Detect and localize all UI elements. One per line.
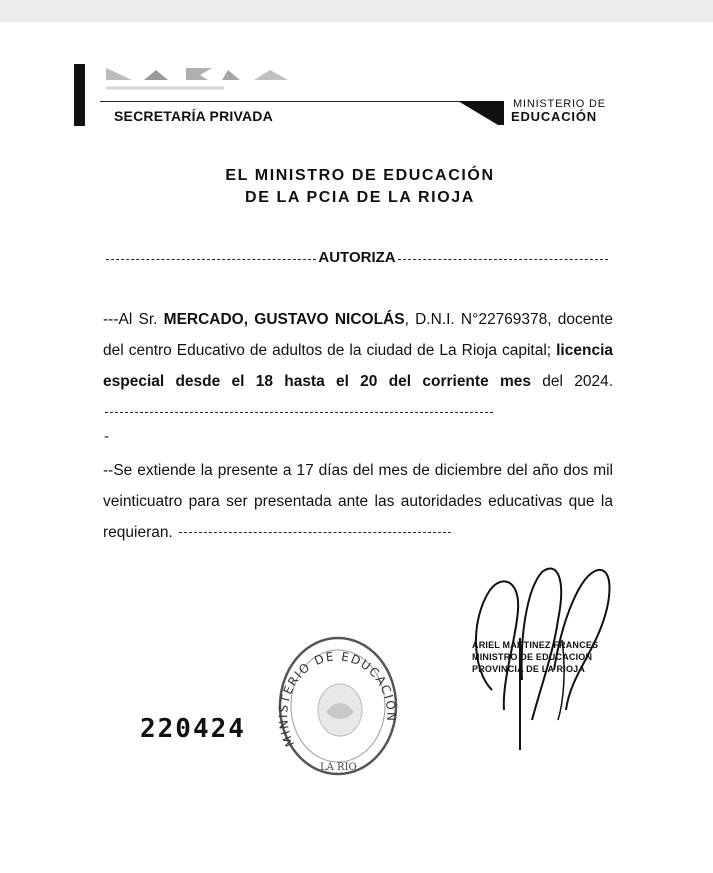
seal-ring-text: MINISTERIO DE EDUCACIÓN [276, 649, 399, 749]
ministerio-logo-mark [458, 101, 506, 127]
signatory-province: PROVINCIA DE LA RIOJA [472, 664, 586, 674]
document-title-line1: EL MINISTRO DE EDUCACIÓN [225, 167, 495, 184]
signatory-name: ARIEL MARTINEZ FRANCES [472, 640, 599, 650]
extension-text: --Se extiende la presente a 17 días del mes de diciembre del año dos mil veinticuatro para ser presentada ante las autoridades educativas que la requieran. [103, 462, 613, 541]
dash-leader-left [106, 259, 316, 260]
ministerio-label: MINISTERIO DE [513, 98, 606, 110]
employee-name: MERCADO, GUSTAVO NICOLÁS [163, 311, 405, 328]
para-year: del 2024. [542, 373, 614, 390]
document-title-line2: DE LA PCIA DE LA RIOJA [245, 189, 475, 206]
stray-mark: - [104, 428, 109, 445]
seal-bottom-text: LA RIO [320, 762, 357, 773]
autoriza-word: AUTORIZA [318, 249, 396, 266]
educacion-label: EDUCACIÓN [511, 109, 597, 124]
para-body: , D.N.I. N°22769378, docente del centro Educativo de adultos de la ciudad de La Rioja capital; [103, 311, 613, 359]
official-seal-stamp [272, 630, 402, 780]
dash-leader-right [398, 259, 608, 260]
authorization-paragraph [103, 304, 613, 428]
la-rioja-logo [104, 62, 294, 98]
dash-leader [179, 532, 451, 533]
autoriza-heading [106, 249, 608, 266]
dash-leader [105, 412, 493, 413]
para-prefix: ---Al Sr. [103, 311, 158, 328]
signatory-title: MINISTRO DE EDUCACION [472, 652, 593, 662]
letterhead-side-bar [74, 64, 85, 126]
license-period: licencia especial desde el 18 hasta el 20 del corriente mes [103, 342, 613, 390]
header-rule [100, 101, 462, 102]
viewer-top-bar [0, 0, 713, 22]
extension-paragraph [103, 455, 613, 548]
document-number: 220424 [140, 714, 246, 744]
secretaria-label: SECRETARÍA PRIVADA [114, 108, 273, 124]
